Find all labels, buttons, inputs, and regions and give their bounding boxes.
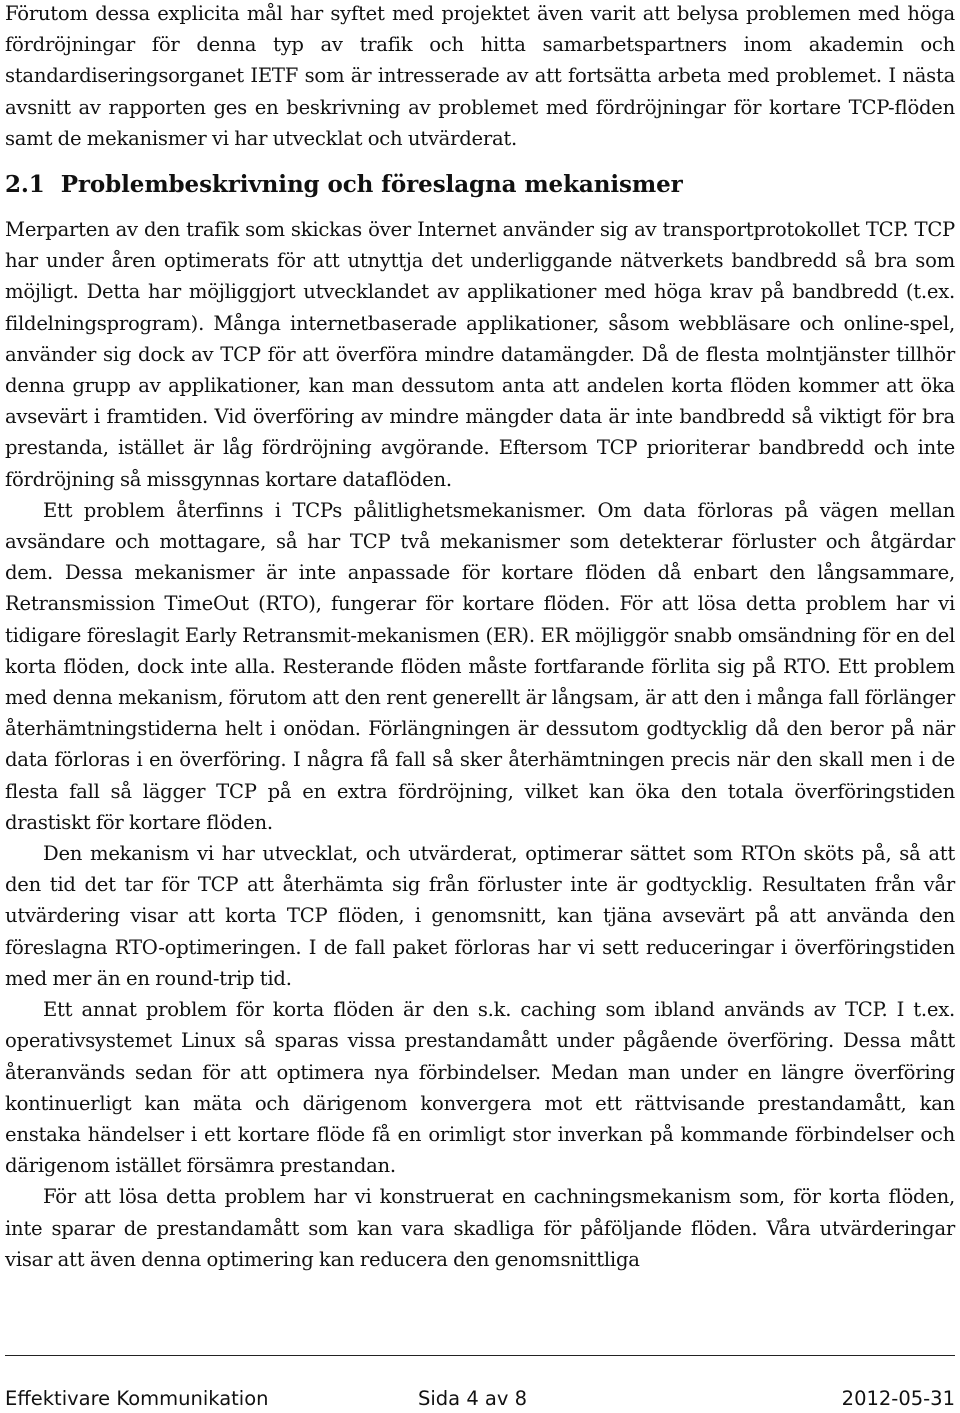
- section-number: 2.1: [5, 171, 45, 199]
- footer-document-title: Effektivare Kommunikation: [5, 1387, 269, 1410]
- body-paragraph: För att lösa detta problem har vi konstruerat en cachningsmekanism som, för korta flöden, inte sparar de prestandamått som kan vara skadliga för påföljande flöden. Våra utvärderingar visar att även denna optimering kan reducera den genomsnittliga: [5, 1185, 955, 1271]
- intro-paragraph: Förutom dessa explicita mål har syftet med projektet även varit att belysa problemen med höga fördröjningar för denna typ av trafik och hitta samarbetspartners inom akademin och standardiseringsorganet IETF som är intresserade av att fortsätta arbeta med problemet. I nästa avsnitt av rapporten ges en beskrivning av problemet med fördröjningar för kortare TCP-flöden samt de mekanismer vi har utvecklat och utvärderat.: [5, 2, 955, 150]
- body-paragraph: Ett problem återfinns i TCPs pålitlighetsmekanismer. Om data förloras på vägen mellan avsändare och mottagare, så har TCP två mekanismer som detekterar förluster och åtgärdar dem. Dessa mekanismer är inte anpassade för kortare flöden då enbart den långsammare, Retransmission TimeOut (RTO), fungerar för kortare flöden. För att lösa detta problem har vi tidigare föreslagit Early Retransmit-mekanismen (ER). ER möjliggör snabb omsändning för en del korta flöden, dock inte alla. Resterande flöden måste fortfarande förlita sig på RTO. Ett problem med denna mekanism, förutom att den rent generellt är långsam, är att den i många fall förlänger återhämtningstiderna helt i onödan. Förlängningen är dessutom godtycklig då den beror på när data förloras i en överföring. I några få fall så sker återhämtningen precis när den skall men i de flesta fall så lägger TCP på en extra fördröjning, vilket kan öka den totala överföringstiden drastiskt för kortare flöden.: [5, 498, 955, 834]
- section-heading: [5, 154, 955, 214]
- document-page: [5, 0, 955, 1275]
- footer-page-number: Sida 4 av 8: [418, 1387, 528, 1410]
- footer-row: [5, 1385, 955, 1413]
- section-title: Problembeskrivning och föreslagna mekanismer: [60, 171, 683, 199]
- body-paragraph: Den mekanism vi har utvecklat, och utvärderat, optimerar sättet som RTOn sköts på, så att den tid det tar för TCP att återhämta sig från förluster inte är godtycklig. Resultaten från vår utvärdering visar att korta TCP flöden, i genomsnitt, kan tjäna avsevärt på att använda den föreslagna RTO-optimeringen. I de fall paket förloras har vi sett reduceringar i överföringstiden med mer än en round-trip tid.: [5, 842, 955, 990]
- body-paragraph: Ett annat problem för korta flöden är den s.k. caching som ibland används av TCP. I t.ex. operativsystemet Linux så sparas vissa prestandamått under pågående överföring. Dessa mått återanvänds sedan för att optimera nya förbindelser. Medan man under en längre överföring kontinuerligt kan mäta och därigenom konvergera mot ett rättvisande prestandamått, kan enstaka händelser i ett kortare flöde få en orimligt stor inverkan på kommande förbindelser och därigenom istället försämra prestandan.: [5, 998, 955, 1178]
- page-footer: [5, 1355, 955, 1413]
- body-paragraph: Merparten av den trafik som skickas över Internet använder sig av transportprotokollet TCP. TCP har under åren optimerats för att utnyttja det underliggande nätverkets bandbredd så bra som möjligt. Detta har möjliggjort utvecklandet av applikationer med höga krav på bandbredd (t.ex. fildelningsprogram). Många internetbaserade applikationer, såsom webbläsare och online-spel, använder sig dock av TCP för att överföra mindre datamängder. Då de flesta molntjänster tillhör denna grupp av applikationer, kan man dessutom anta att andelen korta flöden kommer att öka avsevärt i framtiden. Vid överföring av mindre mängder data är inte bandbredd så viktigt för bra prestanda, istället är låg fördröjning avgörande. Eftersom TCP prioriterar bandbredd och inte fördröjning så missgynnas kortare dataflöden.: [5, 218, 955, 491]
- footer-date: 2012-05-31: [841, 1387, 955, 1410]
